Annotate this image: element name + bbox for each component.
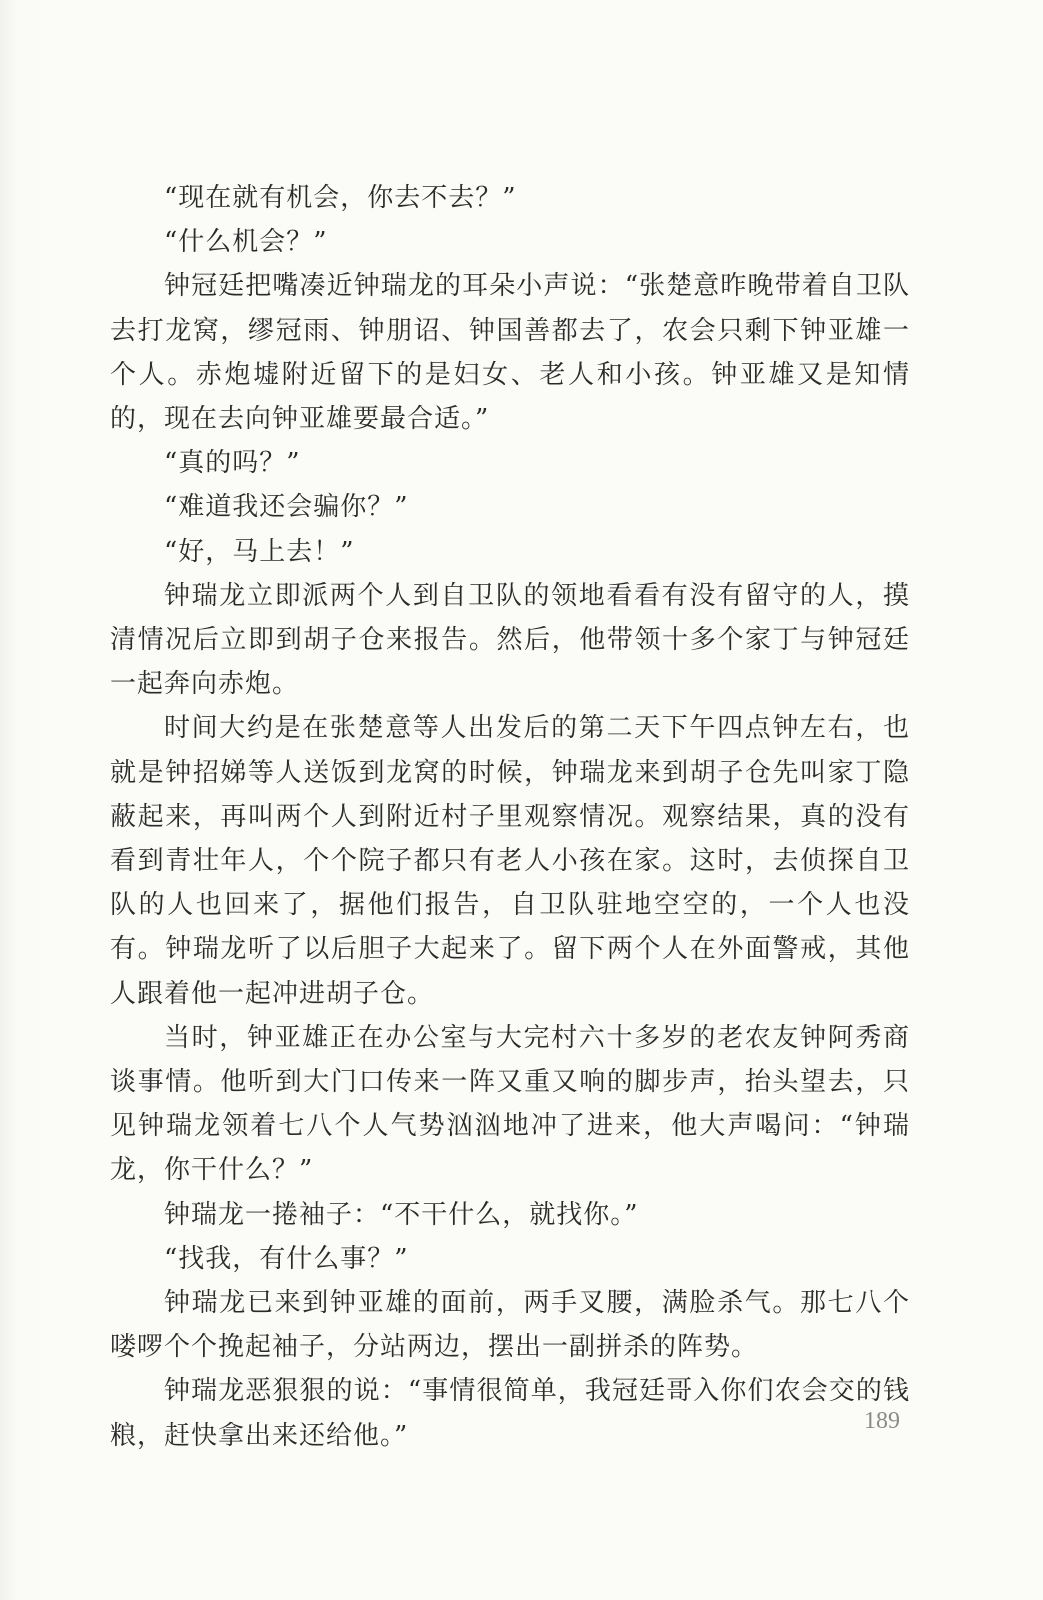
paragraph: 当时，钟亚雄正在办公室与大完村六十多岁的老农友钟阿秀商谈事情。他听到大门口传来一阵又重又响的脚步声，抬头望去，只见钟瑞龙领着七八个人气势汹汹地冲了进来，他大声喝问：“钟瑞龙，你干什么？” [110, 1022, 910, 1186]
paragraph: “现在就有机会，你去不去？” [164, 183, 517, 213]
paragraph: 钟瑞龙已来到钟亚雄的面前，两手叉腰，满脸杀气。那七八个喽啰个个挽起袖子，分站两边，摆出一副拼杀的阵势。 [110, 1288, 910, 1363]
paragraph: 钟冠廷把嘴凑近钟瑞龙的耳朵小声说：“张楚意昨晚带着自卫队去打龙窝，缪冠雨、钟朋诏、钟国善都去了，农会只剩下钟亚雄一个人。赤炮墟附近留下的是妇女、老人和小孩。钟亚雄又是知情的，现在去向钟亚雄要最合适。” [110, 271, 910, 435]
paragraph: 钟瑞龙一捲袖子：“不干什么，就找你。” [164, 1199, 639, 1230]
body-text [110, 176, 910, 1458]
paragraph: 钟瑞龙立即派两个人到自卫队的领地看看有没有留守的人，摸清情况后立即到胡子仓来报告。然后，他带领十多个家丁与钟冠廷一起奔向赤炮。 [110, 580, 910, 700]
page-number: 189 [864, 1408, 900, 1434]
paragraph: “好，马上去！” [164, 536, 355, 567]
paragraph: “什么机会？” [164, 227, 328, 258]
paragraph: 钟瑞龙恶狠狠的说：“事情很简单，我冠廷哥入你们农会交的钱粮，赶快拿出来还给他。” [110, 1376, 910, 1451]
paragraph: “找我，有什么事？” [164, 1243, 409, 1274]
paragraph: “难道我还会骗你？” [164, 492, 409, 523]
paragraph: “真的吗？” [164, 448, 301, 479]
paragraph: 时间大约是在张楚意等人出发后的第二天下午四点钟左右，也就是钟招娣等人送饭到龙窝的时候，钟瑞龙来到胡子仓先叫家丁隐蔽起来，再叫两个人到附近村子里观察情况。观察结果，真的没有看到青壮年人，个个院子都只有老人小孩在家。这时，去侦探自卫队的人也回来了，据他们报告，自卫队驻地空空的，一个人也没有。钟瑞龙听了以后胆子大起来了。留下两个人在外面警戒，其他人跟着他一起冲进胡子仓。 [110, 713, 910, 1009]
